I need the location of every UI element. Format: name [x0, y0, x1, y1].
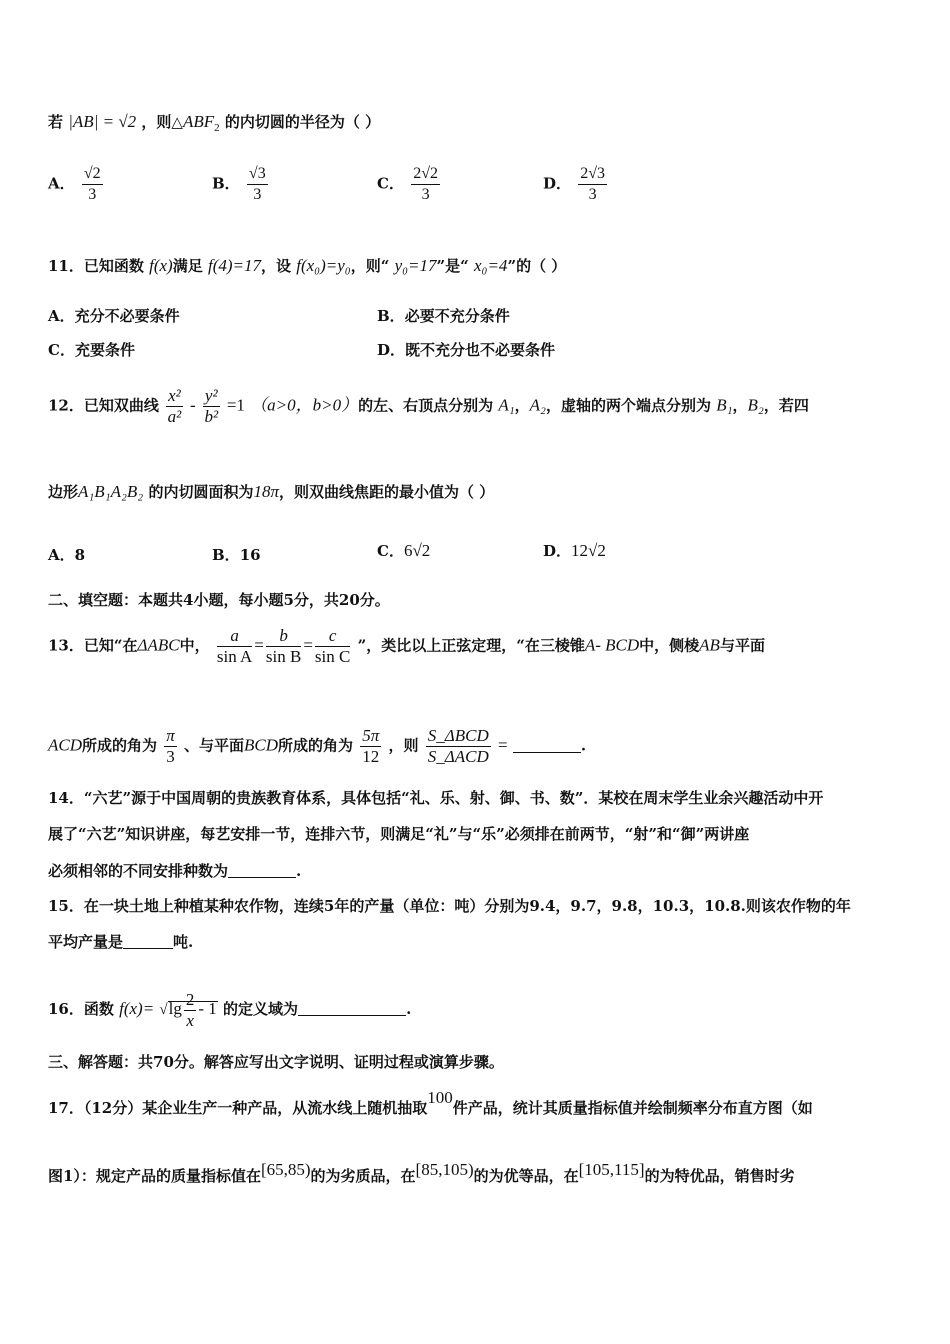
q13-stem-line1: 13．已知“在ΔABC中， $\frac{a}{\text{sin A}}$ = $\frac{b}{\text{sin B}}$ = $\frac{c}{\text{sin C}}$ ”，类比以上正弦定理，“在三棱锥A- BCD中，侧棱AB与平面 [48, 626, 765, 666]
q11-option-b[interactable]: B．必要不充分条件 [377, 307, 510, 325]
q10-option-a[interactable]: A． $\frac{√2}{3}$ [48, 165, 101, 203]
q12-option-c[interactable]: C．6√2 [377, 541, 431, 560]
q10-stem: 若 |AB| = √2 ，则$\triangle ABF_2$ 的内切圆的半径为（ ） [48, 112, 381, 134]
q16-answer-blank[interactable] [298, 1001, 406, 1016]
q11-stem: 11．已知函数 f(x)满足 f(4)=17，设 f(x₀)=y₀，则“ y₀=17”是“ x₀=4”的（ ） [48, 256, 567, 275]
q10-option-d[interactable]: D． $\frac{2√3}{3}$ [543, 165, 606, 203]
q12-option-a[interactable]: A．8 [48, 546, 86, 564]
q14-line3: 必须相邻的不同安排种数为 . [48, 862, 302, 880]
q11-option-a[interactable]: A．充分不必要条件 [48, 307, 180, 325]
q13-stem-line2: ACD所成的角为 $\frac{\pi}{3}$ 、与平面BCD所成的角为 $\frac{5\pi}{12}$ ，则 $\frac{\text{S\_ΔBCD}}{\text{S\_ΔACD}}$ = . [48, 726, 587, 766]
q10-option-b[interactable]: B． $\frac{√3}{3}$ [212, 165, 266, 203]
section-3-heading: 三、解答题：共70分。解答应写出文字说明、证明过程或演算步骤。 [48, 1053, 504, 1071]
q16-sqrt: √lg $\frac{2}{x}$ - 1 [159, 990, 217, 1030]
q12-stem-line2: 边形A₁B₁A₂B₂ 的内切圆面积为18π，则双曲线焦距的最小值为（ ） [48, 482, 495, 501]
q17-line1: 17．（12分）某企业生产一种产品，从流水线上随机抽取100件产品，统计其质量指标值并绘制频率分布直方图（如 [48, 1088, 813, 1117]
q12-option-d[interactable]: D．12√2 [543, 541, 606, 560]
q10-abs-expr: |AB| = √2 [68, 112, 137, 131]
q10-option-c[interactable]: C． $\frac{2√2}{3}$ [377, 165, 438, 203]
q15-line1: 15．在一块土地上种植某种农作物，连续5年的产量（单位：吨）分别为9.4，9.7，9.8，10.3，10.8.则该农作物的年 [48, 897, 851, 915]
q14-line2: 展了“六艺”知识讲座，每艺安排一节，连排六节，则满足“礼”与“乐”必须排在前两节，“射”和“御”两讲座 [48, 825, 750, 843]
q11-option-c[interactable]: C．充要条件 [48, 341, 135, 359]
q12-option-b[interactable]: B．16 [212, 546, 261, 564]
q15-answer-blank[interactable] [123, 934, 173, 949]
q12-stem-line1: 12．已知双曲线 $\frac{\text{x²}}{\text{a²}}$ - $\frac{\text{y²}}{\text{b²}}$ =1 （a>0，b>0）的左、右顶点分别为 A₁，A₂，虚轴的两个端点分别为 B₁，B₂，若四 [48, 386, 809, 426]
q15-line2: 平均产量是 吨. [48, 933, 194, 951]
q17-line2: 图1）：规定产品的质量指标值在[65,85)的为劣质品，在[85,105)的为优等品，在[105,115]的为特优品，销售时劣 [48, 1160, 795, 1185]
q16-stem: 16．函数 f(x)= √lg $\frac{2}{x}$ - 1 的定义域为 . [48, 990, 412, 1030]
section-2-heading: 二、填空题：本题共4小题，每小题5分，共20分。 [48, 591, 390, 609]
q13-answer-blank[interactable] [513, 738, 581, 753]
q14-line1: 14．“六艺”源于中国周朝的贵族教育体系，具体包括“礼、乐、射、御、书、数”．某校在周末学生业余兴趣活动中开 [48, 789, 824, 807]
q14-answer-blank[interactable] [228, 863, 296, 878]
q11-option-d[interactable]: D．既不充分也不必要条件 [377, 341, 556, 359]
